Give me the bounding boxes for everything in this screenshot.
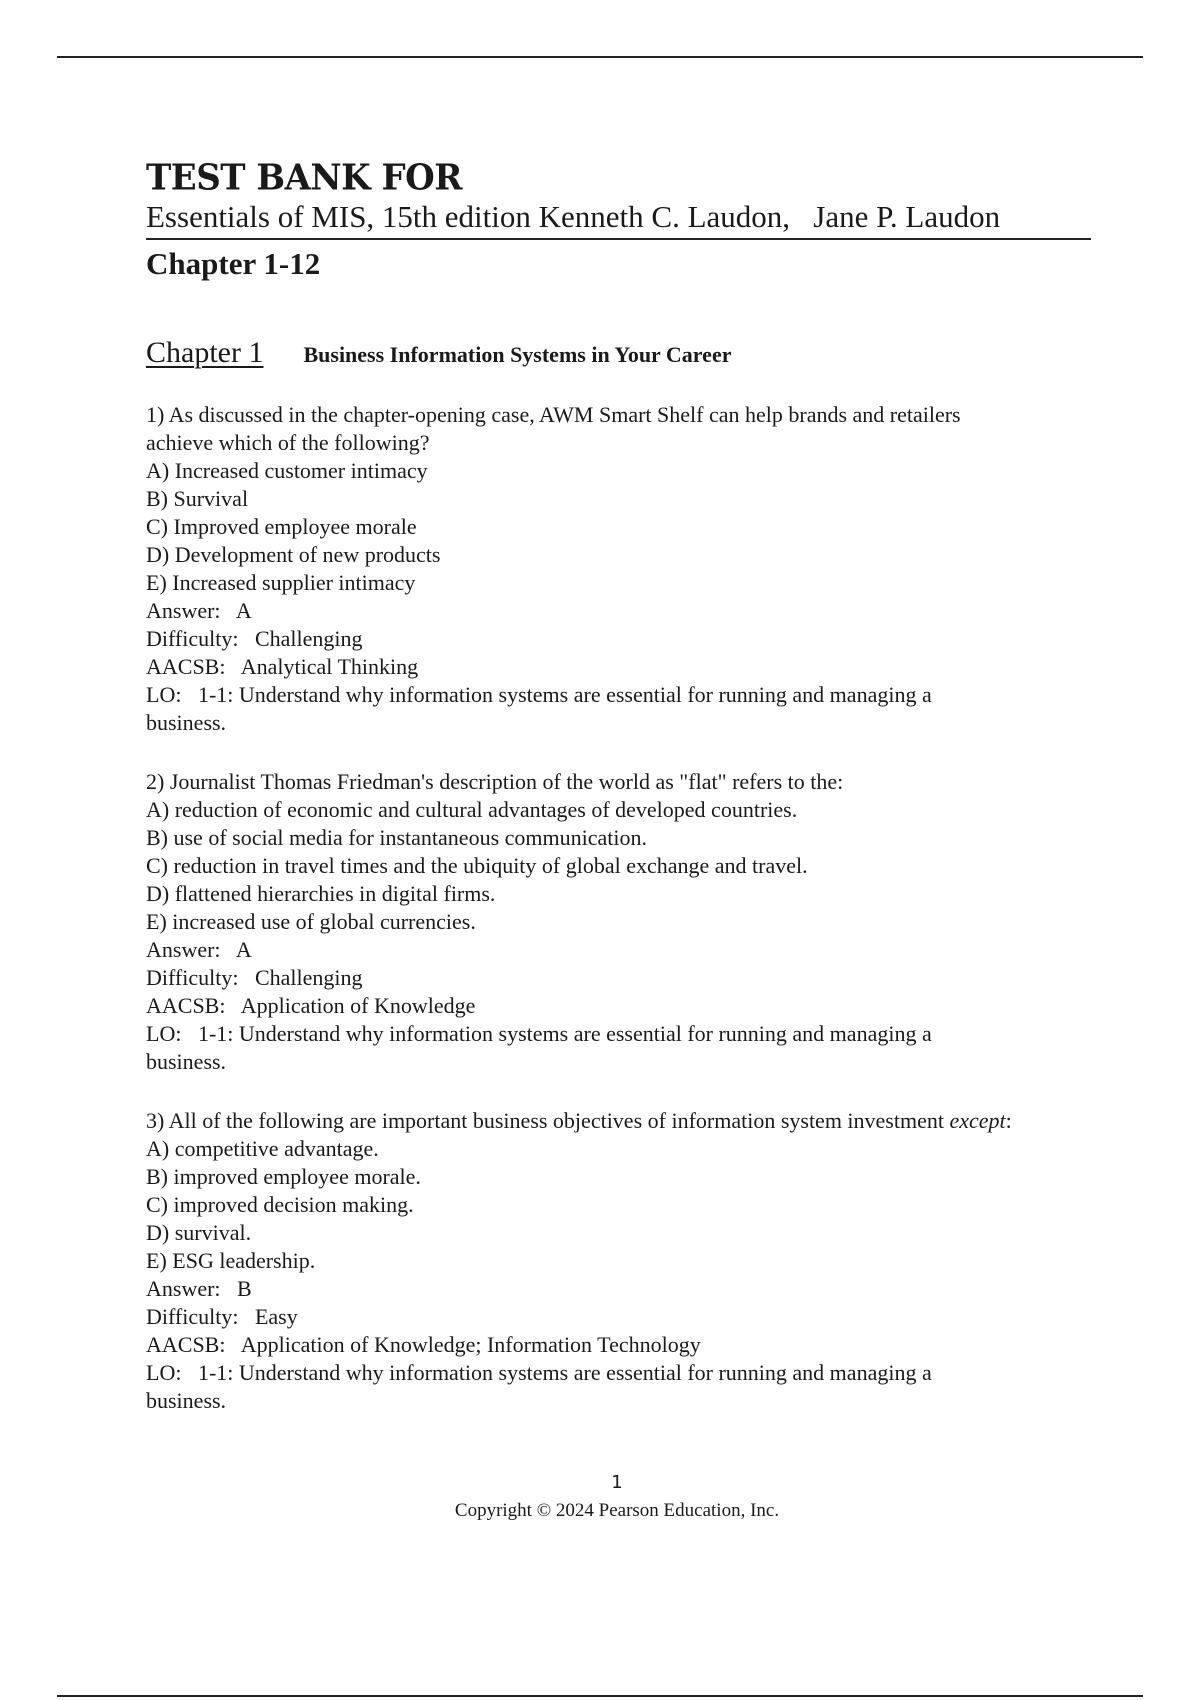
answer-option: B) use of social media for instantaneous communication. bbox=[146, 825, 647, 850]
question-stem-line: achieve which of the following? bbox=[146, 430, 430, 455]
chapter-range: Chapter 1-12 bbox=[146, 246, 321, 281]
bottom-rule bbox=[57, 1695, 1143, 1697]
answer-option: D) flattened hierarchies in digital firms. bbox=[146, 881, 496, 906]
question-stem-line: 1) As discussed in the chapter-opening case, AWM Smart Shelf can help brands and retailers bbox=[146, 402, 961, 427]
answer-option: E) ESG leadership. bbox=[146, 1248, 316, 1273]
learning-objective-line: business. bbox=[146, 710, 227, 735]
question-3 bbox=[146, 1107, 1091, 1415]
book-title-line: Essentials of MIS, 15th edition Kenneth C. Laudon, Jane P. Laudon bbox=[146, 196, 1091, 240]
test-bank-title: TEST BANK FOR bbox=[146, 157, 463, 200]
answer-key: Answer: B bbox=[146, 1276, 252, 1301]
answer-option: E) Increased supplier intimacy bbox=[146, 570, 416, 595]
learning-objective-line: LO: 1-1: Understand why information systems are essential for running and managing a bbox=[146, 1021, 932, 1046]
answer-option: A) Increased customer intimacy bbox=[146, 458, 428, 483]
question-stem-emphasis: except bbox=[949, 1108, 1006, 1133]
question-1 bbox=[146, 401, 1091, 737]
document-body bbox=[146, 156, 1091, 1415]
answer-option: C) improved decision making. bbox=[146, 1192, 414, 1217]
learning-objective-line: LO: 1-1: Understand why information systems are essential for running and managing a bbox=[146, 1360, 932, 1385]
answer-option: D) Development of new products bbox=[146, 542, 441, 567]
chapter-name: Business Information Systems in Your Career bbox=[303, 342, 732, 367]
aacsb: AACSB: Application of Knowledge; Information Technology bbox=[146, 1332, 701, 1357]
copyright-notice: Copyright © 2024 Pearson Education, Inc. bbox=[454, 1500, 780, 1521]
aacsb: AACSB: Analytical Thinking bbox=[146, 654, 419, 679]
question-stem-line bbox=[146, 1107, 1091, 1135]
chapter-label: Chapter 1 bbox=[146, 336, 264, 369]
difficulty: Difficulty: Challenging bbox=[146, 626, 363, 651]
learning-objective-line: LO: 1-1: Understand why information systems are essential for running and managing a bbox=[146, 682, 932, 707]
answer-key: Answer: A bbox=[146, 937, 252, 962]
answer-option: A) competitive advantage. bbox=[146, 1136, 379, 1161]
answer-option: B) Survival bbox=[146, 486, 249, 511]
difficulty: Difficulty: Easy bbox=[146, 1304, 298, 1329]
answer-option: C) reduction in travel times and the ubiquity of global exchange and travel. bbox=[146, 853, 808, 878]
question-2 bbox=[146, 768, 1091, 1076]
question-stem-text: 3) All of the following are important business objectives of information system investment bbox=[146, 1108, 950, 1133]
answer-option: B) improved employee morale. bbox=[146, 1164, 421, 1189]
difficulty: Difficulty: Challenging bbox=[146, 965, 363, 990]
aacsb: AACSB: Application of Knowledge bbox=[146, 993, 476, 1018]
page-number: 1 bbox=[611, 1472, 623, 1493]
answer-option: D) survival. bbox=[146, 1220, 252, 1245]
answer-option: C) Improved employee morale bbox=[146, 514, 417, 539]
learning-objective-line: business. bbox=[146, 1388, 227, 1413]
answer-option: A) reduction of economic and cultural advantages of developed countries. bbox=[146, 797, 798, 822]
top-rule bbox=[57, 56, 1143, 58]
answer-key: Answer: A bbox=[146, 598, 252, 623]
question-stem-line: 2) Journalist Thomas Friedman's description of the world as "flat" refers to the: bbox=[146, 769, 844, 794]
answer-option: E) increased use of global currencies. bbox=[146, 909, 476, 934]
question-stem-suffix: : bbox=[1005, 1108, 1012, 1133]
chapter-heading bbox=[146, 336, 1091, 370]
learning-objective-line: business. bbox=[146, 1049, 227, 1074]
